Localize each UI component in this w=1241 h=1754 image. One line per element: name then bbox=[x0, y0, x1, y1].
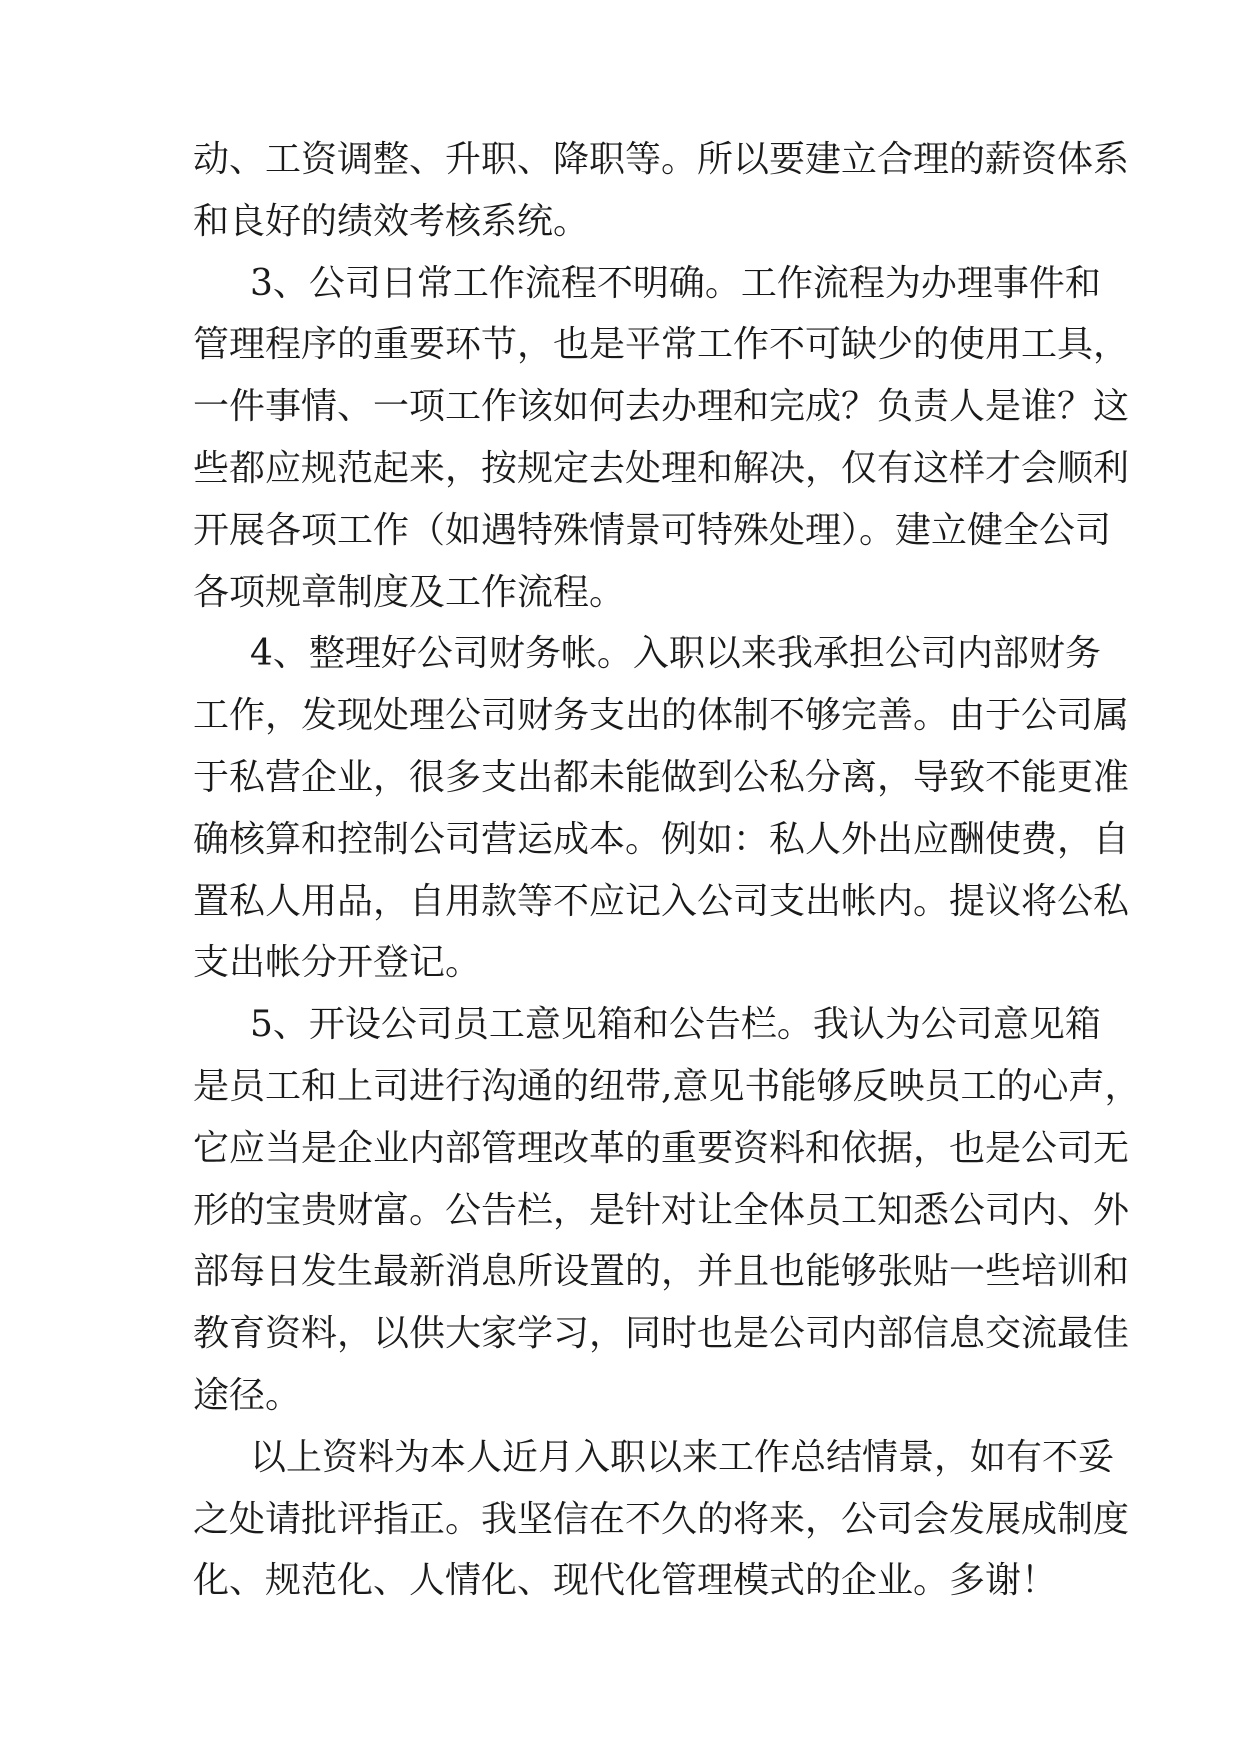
text-line: 动、工资调整、升职、降职等。所以要建立合理的薪资体系 bbox=[193, 139, 1130, 180]
text-line: 5、开设公司员工意见箱和公告栏。我认为公司意见箱 bbox=[250, 1004, 1101, 1046]
text-line: 确核算和控制公司营运成本。例如：私人外出应酬使费，自 bbox=[193, 818, 1130, 860]
text-line: 形的宝贵财富。公告栏，是针对让全体员工知悉公司内、外 bbox=[193, 1189, 1130, 1231]
text-line: 开展各项工作（如遇特殊情景可特殊处理）。建立健全公司 bbox=[193, 509, 1112, 551]
text-line: 和良好的绩效考核系统。 bbox=[193, 200, 590, 242]
document-page bbox=[193, 0, 1141, 1754]
text-line: 管理程序的重要环节，也是平常工作不可缺少的使用工具， bbox=[193, 324, 1130, 366]
text-line: 是员工和上司进行沟通的纽带,意见书能够反映员工的心声， bbox=[193, 1066, 1141, 1107]
text-line: 以上资料为本人近月入职以来工作总结情景，如有不妥 bbox=[250, 1436, 1115, 1478]
text-line: 工作，发现处理公司财务支出的体制不够完善。由于公司属 bbox=[193, 695, 1130, 737]
text-line: 4、整理好公司财务帐。入职以来我承担公司内部财务 bbox=[250, 633, 1101, 675]
text-line: 3、公司日常工作流程不明确。工作流程为办理事件和 bbox=[250, 262, 1101, 304]
text-line: 于私营企业，很多支出都未能做到公私分离，导致不能更准 bbox=[193, 757, 1130, 798]
text-line: 各项规章制度及工作流程。 bbox=[193, 571, 626, 613]
text-line: 部每日发生最新消息所设置的，并且也能够张贴一些培训和 bbox=[193, 1251, 1130, 1293]
text-line: 置私人用品，自用款等不应记入公司支出帐内。提议将公私 bbox=[193, 880, 1130, 922]
text-line: 支出帐分开登记。 bbox=[193, 942, 482, 984]
text-line: 途径。 bbox=[193, 1375, 302, 1416]
text-line: 教育资料，以供大家学习，同时也是公司内部信息交流最佳 bbox=[193, 1313, 1130, 1355]
text-line: 之处请批评指正。我坚信在不久的将来，公司会发展成制度 bbox=[193, 1498, 1130, 1540]
text-line: 一件事情、一项工作该如何去办理和完成？负责人是谁？这 bbox=[193, 386, 1130, 428]
text-line: 化、规范化、人情化、现代化管理模式的企业。多谢！ bbox=[193, 1560, 1058, 1602]
text-line: 它应当是企业内部管理改革的重要资料和依据，也是公司无 bbox=[193, 1127, 1130, 1169]
text-line: 些都应规范起来，按规定去处理和解决，仅有这样才会顺利 bbox=[193, 448, 1130, 489]
